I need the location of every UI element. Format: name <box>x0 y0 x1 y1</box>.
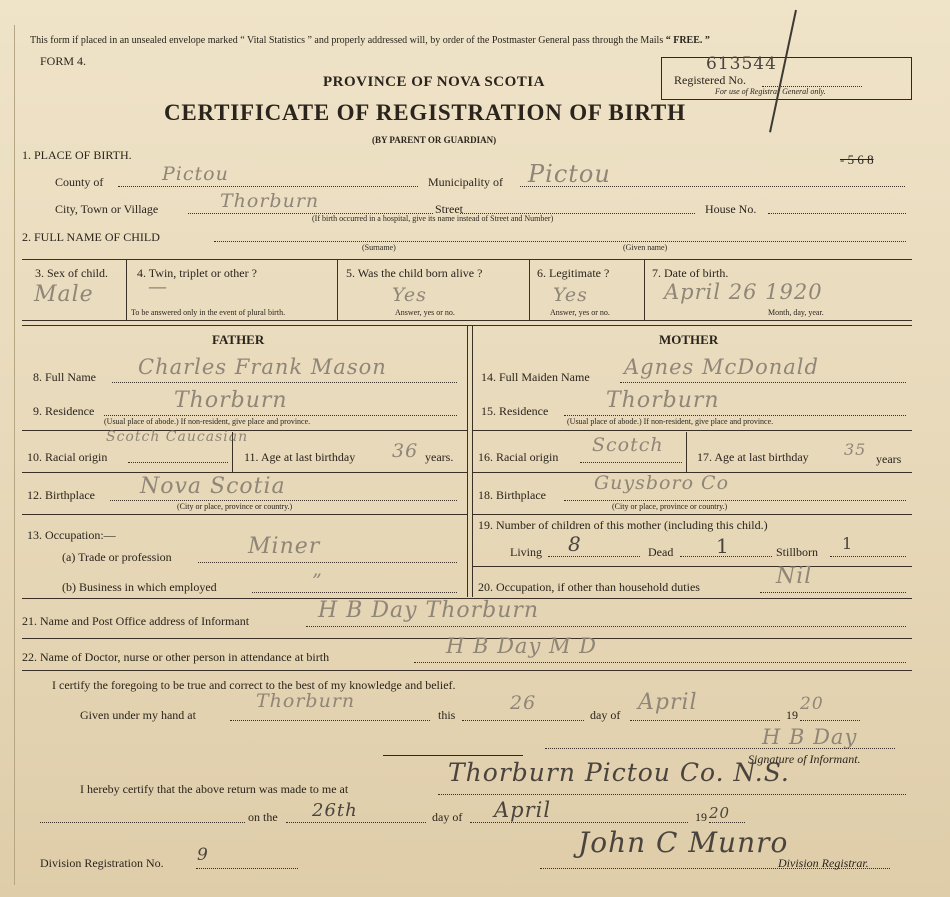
this-label: this <box>438 708 456 722</box>
father-racial-value: Scotch Caucasian <box>106 429 249 445</box>
sex-label: 3. Sex of child. <box>35 266 108 280</box>
place-of-birth-heading: 1. PLACE OF BIRTH. <box>22 148 132 162</box>
county-label: County of <box>55 175 104 189</box>
dob-label: 7. Date of birth. <box>652 266 729 280</box>
twin-value: — <box>148 276 168 298</box>
dead-value: 1 <box>716 534 730 558</box>
mother-age-value: 35 <box>844 440 867 459</box>
twin-label: 4. Twin, triplet or other ? <box>137 266 257 280</box>
mother-racial-value: Scotch <box>592 434 664 456</box>
stillborn-label: Stillborn <box>776 545 819 559</box>
on-the-label: on the <box>248 810 278 824</box>
father-age-value: 36 <box>392 440 419 462</box>
division-registrar-label: Division Registrar. <box>778 856 869 870</box>
registrar-day-value: 26th <box>312 800 358 821</box>
registrar-general-note: For use of Registrar General only. <box>715 87 826 96</box>
city-value: Thorburn <box>220 190 320 212</box>
mother-birthplace-note: (City or place, province or country.) <box>612 502 728 511</box>
dead-label: Dead <box>648 545 674 559</box>
twin-note: To be answered only in the event of plural birth. <box>131 308 286 317</box>
informant-label: 21. Name and Post Office address of Informant <box>22 614 250 628</box>
month-value: April <box>638 690 698 715</box>
registered-label: Registered No. <box>674 73 746 87</box>
trade-label: (a) Trade or profession <box>62 550 172 564</box>
certify-statement: I certify the foregoing to be true and correct to the best of my knowledge and belief. <box>52 678 456 692</box>
registered-number: 613544 <box>706 54 777 74</box>
given-name-label: (Given name) <box>623 243 668 252</box>
given-under-label: Given under my hand at <box>80 708 196 722</box>
mother-residence-note: (Usual place of abode.) If non-resident, give place and province. <box>567 417 774 426</box>
postal-notice-free: “ FREE. ” <box>665 35 710 46</box>
postal-notice <box>30 35 710 46</box>
business-value: ” <box>312 570 323 592</box>
father-residence-value: Thorburn <box>174 388 288 413</box>
father-name-value: Charles Frank Mason <box>138 355 387 379</box>
child-name-label: 2. FULL NAME OF CHILD <box>22 230 160 244</box>
informant-value: H B Day Thorburn <box>318 598 540 623</box>
mother-name-label: 14. Full Maiden Name <box>481 370 590 384</box>
year-suffix: 20 <box>800 694 824 714</box>
year-prefix: 19 <box>786 708 798 722</box>
legitimate-label: 6. Legitimate ? <box>537 266 610 280</box>
street-label: Street <box>435 202 463 216</box>
province-title: PROVINCE OF NOVA SCOTIA <box>323 74 545 90</box>
father-name-label: 8. Full Name <box>33 370 96 384</box>
dob-note: Month, day, year. <box>768 308 824 317</box>
father-birthplace-note: (City or place, province or country.) <box>177 502 293 511</box>
postal-notice-text: This form if placed in an unsealed envelope marked “ Vital Statistics ” and properly addressed will, by order of the Postmaster General pass through the Mails <box>30 35 664 46</box>
sex-value: Male <box>34 282 94 307</box>
living-value: 8 <box>568 532 582 556</box>
mother-occupation-label: 20. Occupation, if other than household duties <box>478 580 700 594</box>
business-label: (b) Business in which employed <box>62 580 217 594</box>
county-value: Pictou <box>162 163 229 185</box>
division-registration-value: 9 <box>197 845 209 865</box>
dob-value: April 26 1920 <box>664 280 823 304</box>
mother-years-label: years <box>876 452 902 466</box>
mother-heading: MOTHER <box>659 332 719 347</box>
father-years-label: years. <box>425 450 454 464</box>
father-birthplace-value: Nova Scotia <box>140 474 286 499</box>
living-label: Living <box>510 545 542 559</box>
doctor-label: 22. Name of Doctor, nurse or other person in attendance at birth <box>22 650 330 664</box>
legitimate-value: Yes <box>553 284 588 306</box>
father-birthplace-label: 12. Birthplace <box>27 488 95 502</box>
mother-birthplace-value: Guysboro Co <box>594 472 730 494</box>
municipality-label: Municipality of <box>428 175 503 189</box>
mother-residence-value: Thorburn <box>606 388 720 413</box>
father-racial-label: 10. Racial origin <box>27 450 108 464</box>
hospital-note: (If birth occurred in a hospital, give its name instead of Street and Number) <box>312 214 554 223</box>
given-place-value: Thorburn <box>256 690 356 712</box>
mother-name-value: Agnes McDonald <box>624 355 819 379</box>
certificate-subtitle: (BY PARENT OR GUARDIAN) <box>372 135 497 145</box>
mother-age-label: 17. Age at last birthday <box>697 450 809 464</box>
registrar-month-value: April <box>494 798 552 822</box>
municipality-value: Pictou <box>528 160 611 188</box>
day-of-label: day of <box>590 708 621 722</box>
registrar-statement: I hereby certify that the above return was made to me at <box>80 782 349 796</box>
stillborn-value: 1 <box>842 534 854 553</box>
registrar-year-prefix: 19 <box>695 810 707 824</box>
children-label: 19. Number of children of this mother (including this child.) <box>478 518 768 532</box>
alive-label: 5. Was the child born alive ? <box>346 266 483 280</box>
legitimate-note: Answer, yes or no. <box>550 308 610 317</box>
trade-value: Miner <box>248 534 321 559</box>
signature-of-informant-label: Signature of Informant. <box>748 752 861 766</box>
mother-birthplace-label: 18. Birthplace <box>478 488 546 502</box>
surname-label: (Surname) <box>362 243 396 252</box>
informant-signature: H B Day <box>762 725 858 749</box>
registrar-signature: John C Munro <box>578 826 789 859</box>
mother-racial-label: 16. Racial origin <box>478 450 559 464</box>
mother-residence-label: 15. Residence <box>481 404 549 418</box>
registrar-year-suffix: 20 <box>709 804 731 822</box>
registrar-place-value: Thorburn Pictou Co. N.S. <box>448 758 790 787</box>
father-age-label: 11. Age at last birthday <box>244 450 356 464</box>
father-heading: FATHER <box>212 332 265 347</box>
father-residence-label: 9. Residence <box>33 404 95 418</box>
form-number: FORM 4. <box>40 54 87 68</box>
alive-note: Answer, yes or no. <box>395 308 455 317</box>
occupation-label: 13. Occupation:— <box>27 528 116 542</box>
registered-box <box>661 54 912 100</box>
corner-mark: - 5 6 8 <box>840 152 874 167</box>
certificate-title: CERTIFICATE OF REGISTRATION OF BIRTH <box>164 100 686 125</box>
father-residence-note: (Usual place of abode.) If non-resident, give place and province. <box>104 417 311 426</box>
house-label: House No. <box>705 202 757 216</box>
city-label: City, Town or Village <box>55 202 159 216</box>
this-day-value: 26 <box>510 692 537 714</box>
mother-occupation-value: Nil <box>776 564 813 589</box>
alive-value: Yes <box>392 284 427 306</box>
division-registration-label: Division Registration No. <box>40 856 164 870</box>
registrar-day-of-label: day of <box>432 810 463 824</box>
doctor-value: H B Day M D <box>446 634 598 658</box>
